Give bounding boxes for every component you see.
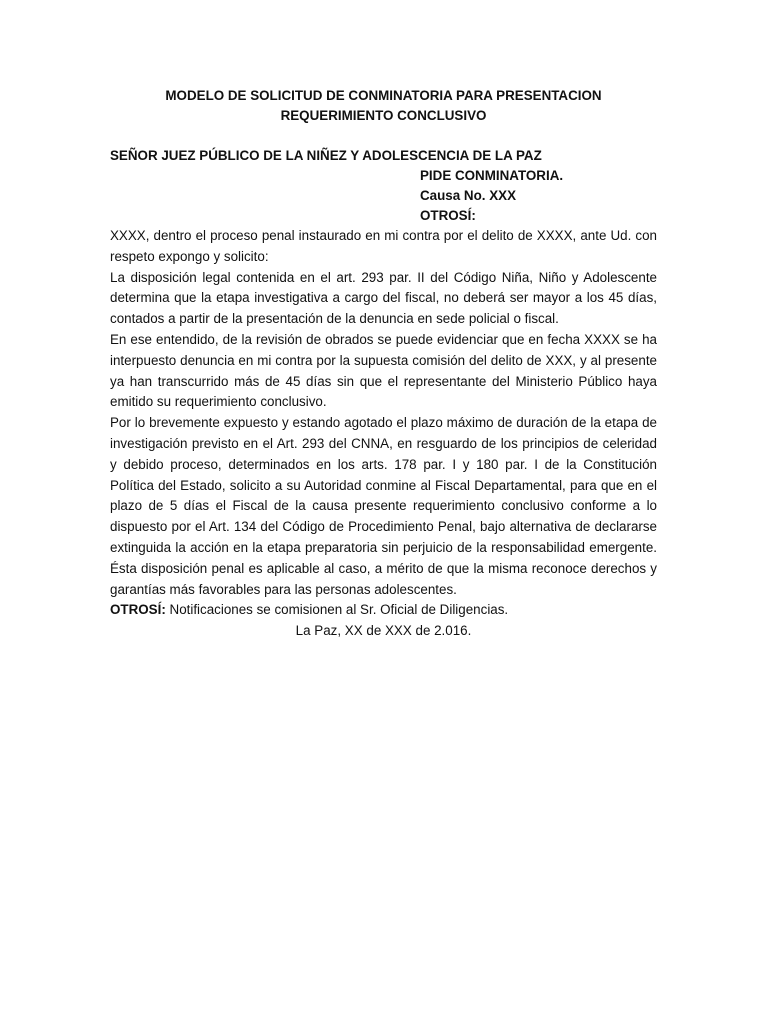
document-page	[110, 86, 657, 642]
subject-case-number: Causa No. XXX	[420, 188, 516, 203]
otrosi-line	[110, 600, 657, 621]
body-paragraph-1: XXXX, dentro el proceso penal instaurado en mi contra por el delito de XXXX, ante Ud. con respeto expongo y solicito:	[110, 228, 657, 264]
title-line-1: MODELO DE SOLICITUD DE CONMINATORIA PARA PRESENTACION	[165, 88, 602, 103]
body-paragraph-4: Por lo brevemente expuesto y estando agotado el plazo máximo de duración de la etapa de investigación previsto en el Art. 293 del CNNA, en resguardo de los principios de celeridad y debido proceso, determinados en los arts. 178 par. I y 180 par. I de la Constitución Política del Estado, solicito a su Autoridad conmine al Fiscal Departamental, para que en el plazo de 5 días el Fiscal de la causa presente requerimiento conclusivo conforme a lo dispuesto por el Art. 134 del Código de Procedimiento Penal, bajo alternativa de declararse extinguida la acción en la etapa preparatoria sin perjuicio de la responsabilidad emergente. Ésta disposición penal es aplicable al caso, a mérito de que la misma reconoce derechos y garantías más favorables para las personas adolescentes.	[110, 415, 657, 597]
body-paragraph-3: En ese entendido, de la revisión de obrados se puede evidenciar que en fecha XXXX se ha interpuesto denuncia en mi contra por la supuesta comisión del delito de XXX, y al presente ya han transcurrido más de 45 días sin que el representante del Ministerio Público haya emitido su requerimiento conclusivo.	[110, 331, 657, 410]
otrosi-label: OTROSÍ:	[110, 602, 166, 618]
addressee: SEÑOR JUEZ PÚBLICO DE LA NIÑEZ Y ADOLESCENCIA DE LA PAZ	[110, 148, 542, 163]
document-title	[110, 86, 657, 126]
otrosi-text: Notificaciones se comisionen al Sr. Oficial de Diligencias.	[165, 602, 509, 618]
subject-petition: PIDE CONMINATORIA.	[420, 168, 564, 183]
subject-otrosi: OTROSÍ:	[420, 208, 476, 223]
closing-place-date: La Paz, XX de XXX de 2.016.	[295, 623, 472, 639]
title-line-2: REQUERIMIENTO CONCLUSIVO	[280, 108, 487, 123]
subject-block	[420, 166, 657, 226]
body-paragraph-2: La disposición legal contenida en el art. 293 par. II del Código Niña, Niño y Adolescente determina que la etapa investigativa a cargo del fiscal, no deberá ser mayor a los 45 días, contados a partir de la presentación de la denuncia en sede policial o fiscal.	[110, 269, 657, 327]
